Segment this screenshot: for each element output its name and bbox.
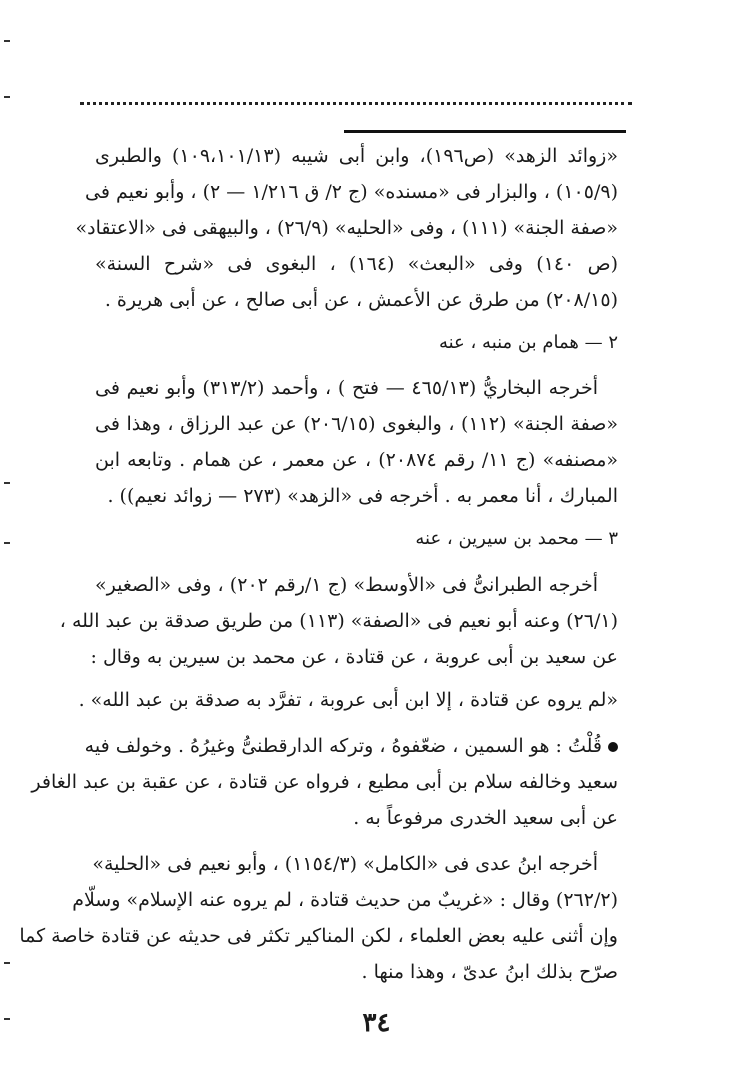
text-line: سعيد وخالفه سلام بن أبى مطيع ، فرواه عن قتادة ، عن عقبة بن عبد الغافر xyxy=(31,771,618,793)
text-line: صرّح بذلك ابنُ عدىّ ، وهذا منها . xyxy=(361,961,618,983)
scan-margin-mark xyxy=(4,962,10,964)
scan-margin-mark xyxy=(4,1018,10,1020)
text-line: المبارك ، أنا معمر به . أخرجه فى «الزهد» (٢٧٣ — زوائد نعيم)) . xyxy=(107,485,618,507)
section-heading: ٣ — محمد بن سيرين ، عنه xyxy=(415,528,618,549)
text-line: وإن أثنى عليه بعض العلماء ، لكن المناكير تكثر فى حديثه عن قتادة خاصة كما xyxy=(19,925,618,947)
text-line: أخرجه ابنُ عدى فى «الكامل» (١١٥٤/٣) ، وأبو نعيم فى «الحلية» xyxy=(92,853,598,875)
text-line: (ص ١٤٠) وفى «البعث» (١٦٤) ، البغوى فى «شرح السنة» xyxy=(95,253,618,275)
text-line: (٢٦/١) وعنه أبو نعيم فى «الصفة» (١١٣) من طريق صدقة بن عبد الله ، xyxy=(59,610,618,632)
text-line: «صفة الجنة» (١١١) ، وفى «الحليه» (٢٦/٩) ، والبيهقى فى «الاعتقاد» xyxy=(75,217,618,239)
text-line: أخرجه الطبرانىُّ فى «الأوسط» (ج ١/رقم ٢٠٢) ، وفى «الصغير» xyxy=(95,574,599,596)
page-number: ٣٤ xyxy=(362,1008,391,1038)
text-line: (٢٠٨/١٥) من طرق عن الأعمش ، عن أبى صالح ، عن أبى هريرة . xyxy=(104,289,618,311)
section-heading: ٢ — همام بن منبه ، عنه xyxy=(438,332,618,353)
scan-margin-mark xyxy=(4,482,10,484)
bullet-icon xyxy=(608,742,618,752)
text-line: عن أبى سعيد الخدرى مرفوعاً به . xyxy=(353,807,618,829)
text-line: عن سعيد بن أبى عروبة ، عن قتادة ، عن محمد بن سيرين به وقال : xyxy=(90,646,618,668)
scan-margin-mark xyxy=(4,40,10,42)
header-dotted-rule xyxy=(80,102,632,105)
note-text: قُلْتُ : هو السمين ، ضعّفوهُ ، وتركه الدارقطنىُّ وغيرُهُ . وخولف فيه xyxy=(84,735,602,757)
scan-margin-mark xyxy=(4,96,10,98)
text-line: «زوائد الزهد» (ص١٩٦)، وابن أبى شيبه (١٠٩،١٠١/١٣) والطبرى xyxy=(95,145,618,167)
text-line: (٢٦٢/٢) وقال : «غريبٌ من حديث قتادة ، لم يروه عنه الإسلام» وسلّام xyxy=(72,889,618,911)
text-line: «صفة الجنة» (١١٢) ، والبغوى (٢٠٦/١٥) عن عبد الرزاق ، وهذا فى xyxy=(95,413,618,435)
footnote-separator-rule xyxy=(344,130,626,133)
text-line: أخرجه البخاريُّ (٤٦٥/١٣ — فتح ) ، وأحمد (٣١٣/٢) وأبو نعيم فى xyxy=(95,377,599,399)
note-line xyxy=(84,728,618,764)
scan-margin-mark xyxy=(4,542,10,544)
text-line: «مصنفه» (ج ١١/ رقم ٢٠٨٧٤) ، عن معمر ، عن همام . وتابعه ابن xyxy=(95,449,618,471)
text-line: (١٠٥/٩) ، والبزار فى «مسنده» (ج ٢/ ق ١/٢١٦ — ٢) ، وأبو نعيم فى xyxy=(84,181,618,203)
quote-line: «لم يروه عن قتادة ، إلا ابن أبى عروبة ، تفرَّد به صدقة بن عبد الله» . xyxy=(78,689,618,711)
